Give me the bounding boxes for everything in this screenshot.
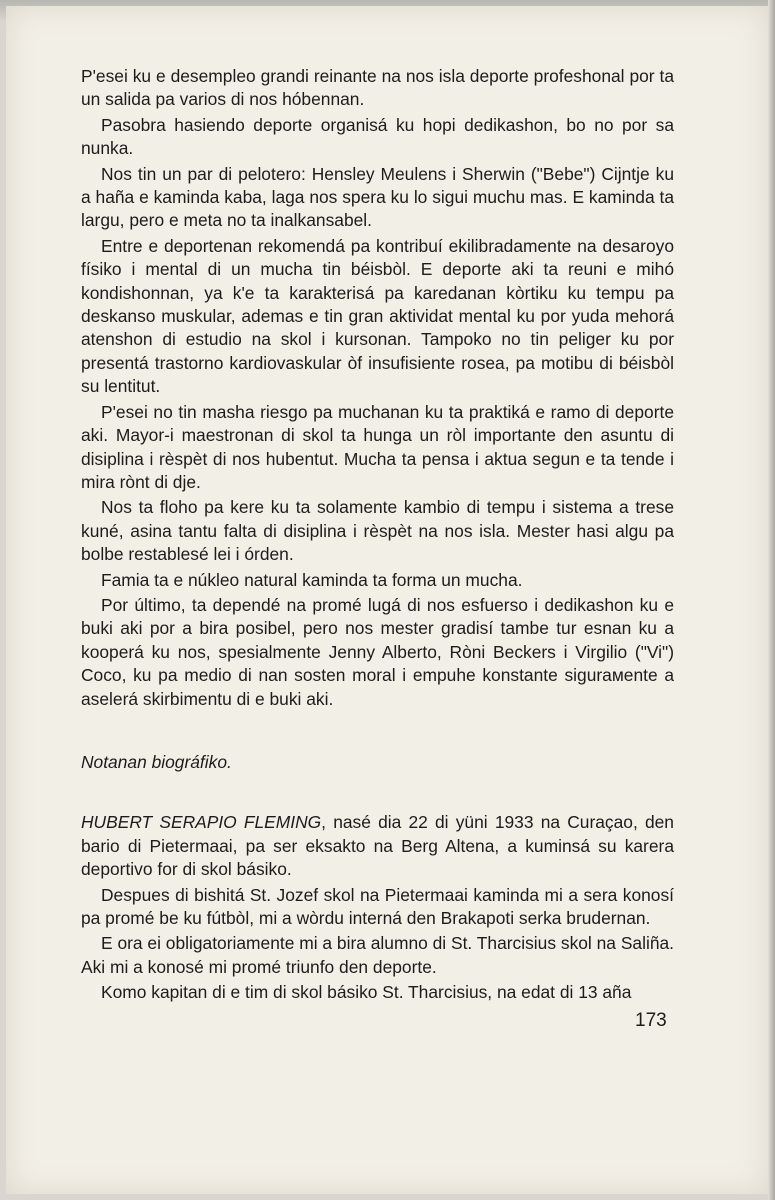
paragraph: Entre e deportenan rekomendá pa kontribuí ekilibradamente na desaroyo físiko i mental di un mucha tin béisbòl. E deporte aki ta reuni e mihó kondishonnan, ya k'e ta karakterisá pa karedanan kòrtiku ku tempu pa deskanso muskular, ademas e tin gran aktividat mental ku por yuda mehorá atenshon di estudio na skol i kursonan. Tampoko no tin peliger ku por presentá trastorno kardiovaskular òf insufisiente rosea, pa motibu di béisbòl su lentitut. bbox=[81, 235, 674, 397]
paragraph: P'esei no tin masha riesgo pa muchanan ku ta praktiká e ramo di deporte aki. Mayor-i maestronan di skol ta hunga un ròl importante den asuntu di disiplina i rèspèt di nos hubentut. Mucha ta pensa i aktua segun e ta tende i mira rònt di dje. bbox=[81, 401, 674, 492]
paragraph: Nos ta floho pa kere ku ta solamente kambio di tempu i sistema a trese kuné, asina tantu falta di disiplina i rèspèt na nos isla. Mester hasi algu pa bolbe restablesé lei i órden. bbox=[81, 497, 674, 565]
paragraph: Nos tin un par di pelotero: Hensley Meulens i Sherwin ("Bebe") Cijntje ku a haña e kaminda kaba, laga nos spera ku lo sigui muchu mas. E kaminda ta largu, pero e meta no ta inalkansabel. bbox=[81, 163, 674, 231]
paragraph: Famia ta e núkleo natural kaminda ta forma un mucha. bbox=[101, 569, 523, 590]
paragraph: Por último, ta dependé na promé lugá di nos esfuerso i dedikashon ku e buki aki por a bira posibel, pero nos mester gradisí tambe tur esnan ku a kooperá ku nos, spesialmente Jenny Alberto, Ròni Beckers i Virgilio ("Vi") Coco, ku pa medio di nan sosten moral i empuhe konstante sigurамente a aselerá skirbimentu di e buki aki. bbox=[81, 594, 674, 709]
section-heading: Notanan biográfiko. bbox=[81, 751, 232, 772]
scan-right-edge bbox=[768, 0, 775, 1200]
page-number: 173 bbox=[635, 1010, 667, 1031]
bio-paragraph: Despues di bishitá St. Jozef skol na Pietermaai kaminda mi a sera konosí pa promé be ku fútbòl, mi a wòrdu interná den Brakapoti serka brudernan. bbox=[81, 884, 674, 928]
bio-person-name: HUBERT SERAPIO FLEMING bbox=[81, 812, 322, 833]
paragraph: Pasobra hasiendo deporte organisá ku hopi dedikashon, bo no por sa nunka. bbox=[81, 114, 674, 159]
bio-paragraph: Komo kapitan di e tim di skol básiko St. Tharcisius, na edat di 13 aña bbox=[101, 982, 632, 1003]
bio-first-paragraph-text: , nasé dia 22 di yüni 1933 na Curaçao, den bario di Pietermaai, pa ser eksakto na Berg Altena, a kuminsá su karera deportivo for di skol básiko. bbox=[81, 812, 674, 880]
paragraph: P'esei ku e desempleo grandi reinante na nos isla deporte profeshonal por ta un salida pa varios di nos hóbennan. bbox=[81, 66, 674, 110]
bio-paragraph: E ora ei obligatoriamente mi a bira alumno di St. Tharcisius skol na Saliña. Aki mi a konosé mi promé triunfo den deporte. bbox=[81, 933, 674, 977]
bio-first-paragraph bbox=[81, 811, 674, 881]
page-text-block bbox=[81, 65, 674, 1007]
